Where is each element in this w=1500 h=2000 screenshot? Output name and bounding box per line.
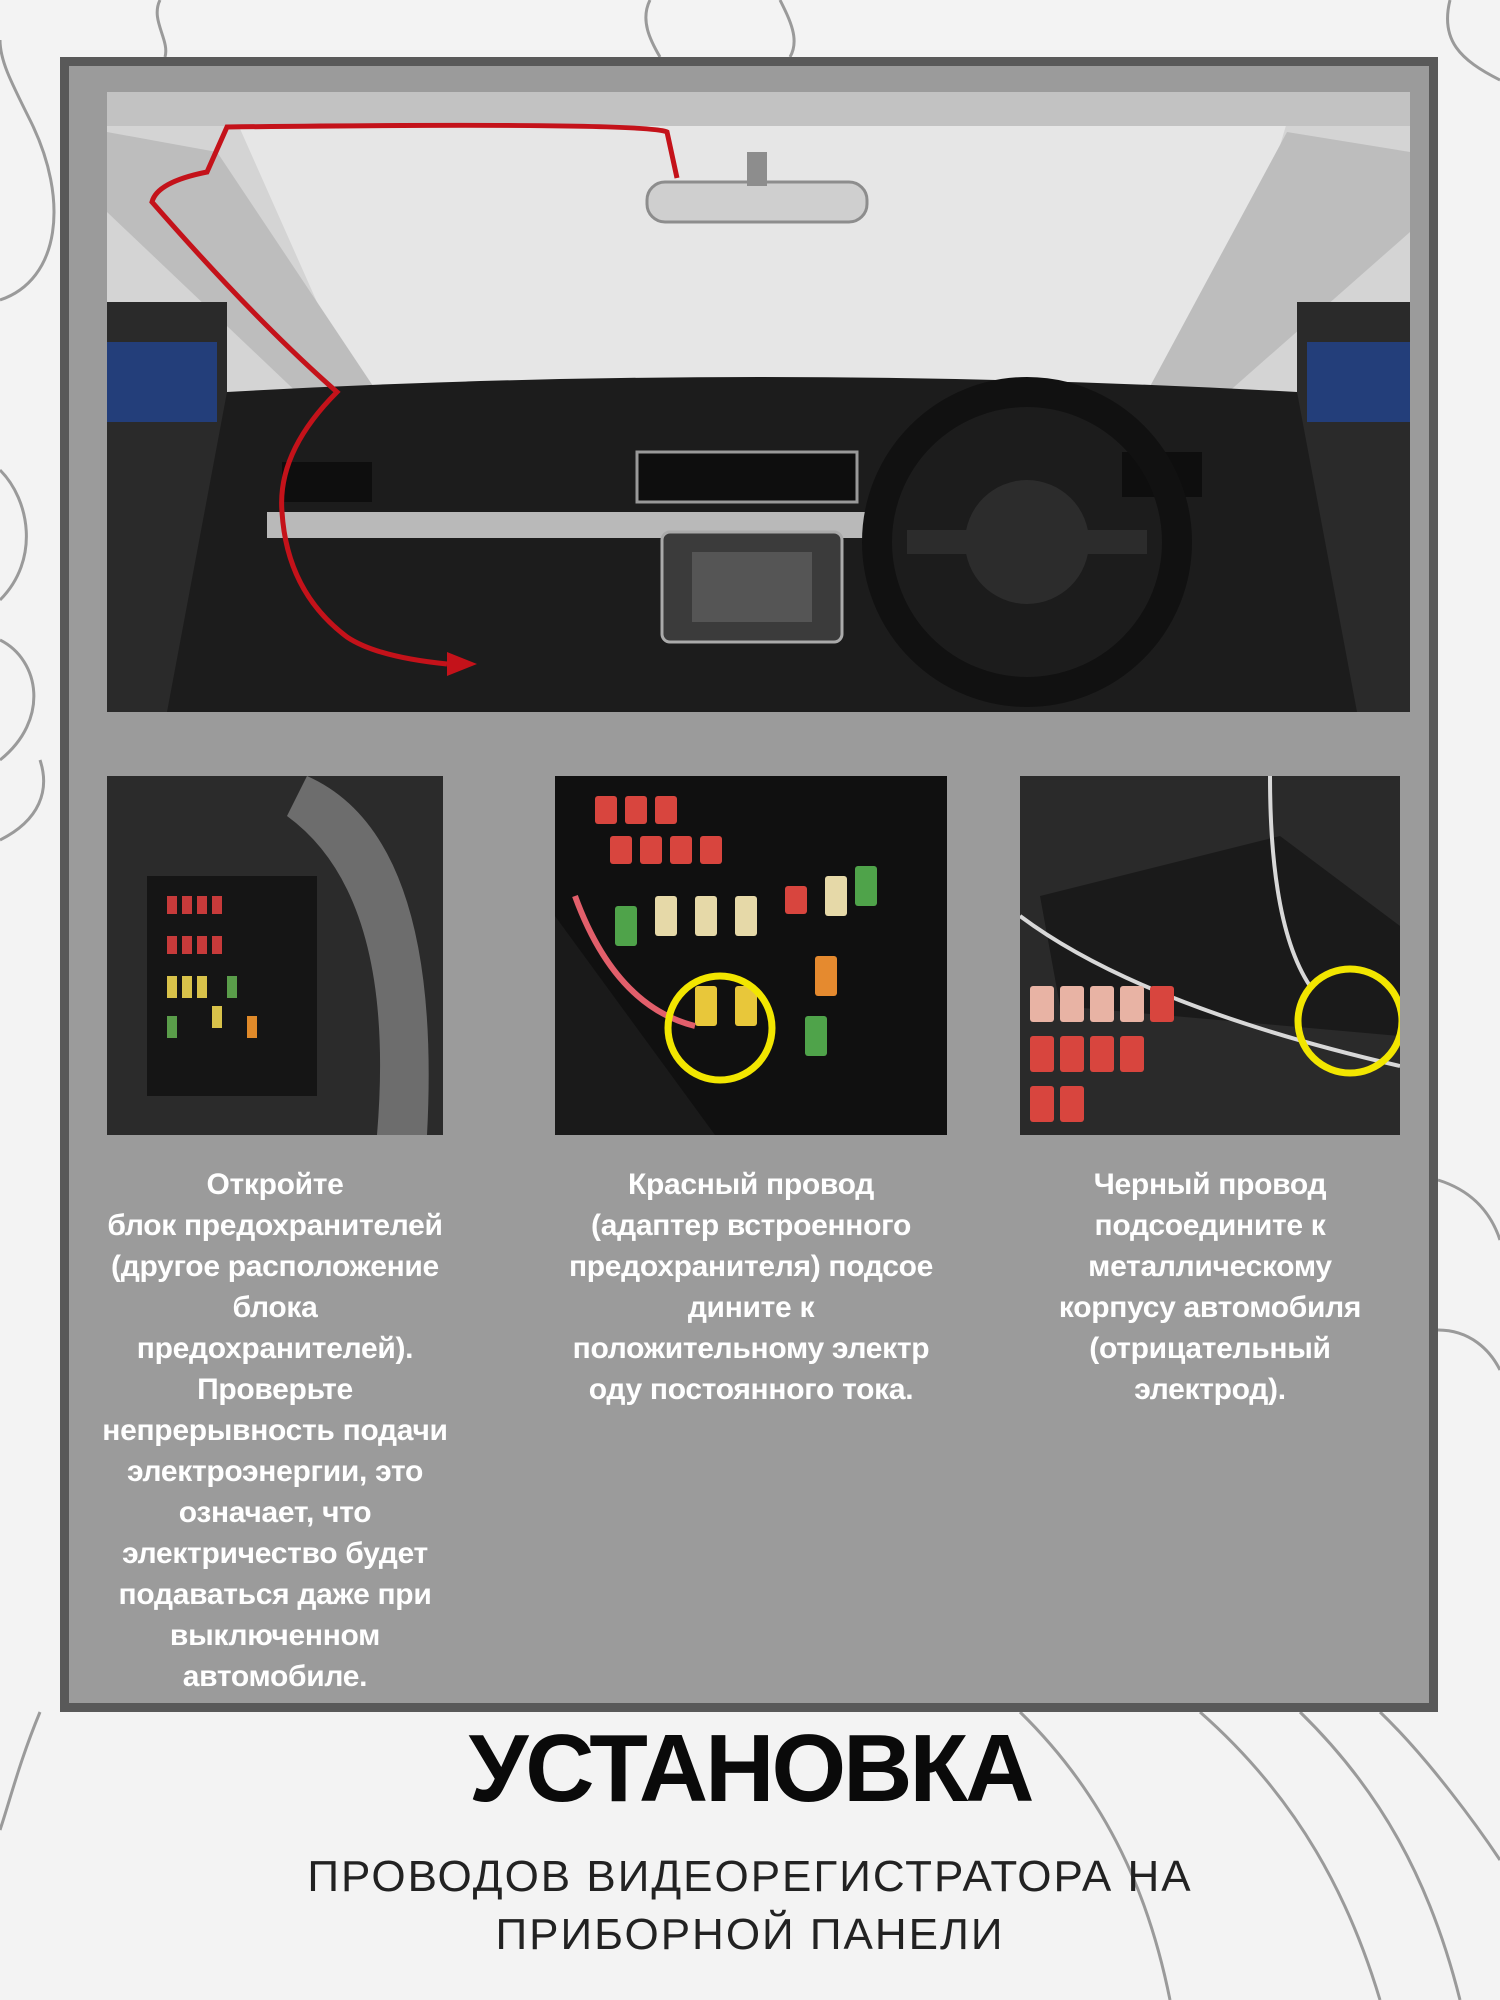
- dashboard-photo: [107, 92, 1410, 712]
- step3-caption: Черный провод подсоедините к металлическому корпусу автомобиля (отрицательный электрод).: [1058, 1168, 1362, 1406]
- fuse-box-photo-2: [555, 776, 947, 1135]
- page-subtitle: ПРОВОДОВ ВИДЕОРЕГИСТРАТОРА НА ПРИБОРНОЙ ПАНЕЛИ: [307, 1852, 1193, 1959]
- step1-caption: Откройте блок предохранителей (другое расположение блока предохранителей). Проверьте непрерывность подачи электроэнергии, это означает, что электричество будет подаваться даже при выключенном автомобиле.: [102, 1168, 448, 1693]
- page-title: УСТАНОВКА: [468, 1715, 1032, 1822]
- instruction-panel: [60, 57, 1438, 1712]
- fuse-box-photo-1: [107, 776, 443, 1135]
- step2-caption: Красный провод (адаптер встроенного предохранителя) подсое дините к положительному электр оду постоянного тока.: [568, 1168, 934, 1406]
- fuse-box-photo-3: [1020, 776, 1400, 1135]
